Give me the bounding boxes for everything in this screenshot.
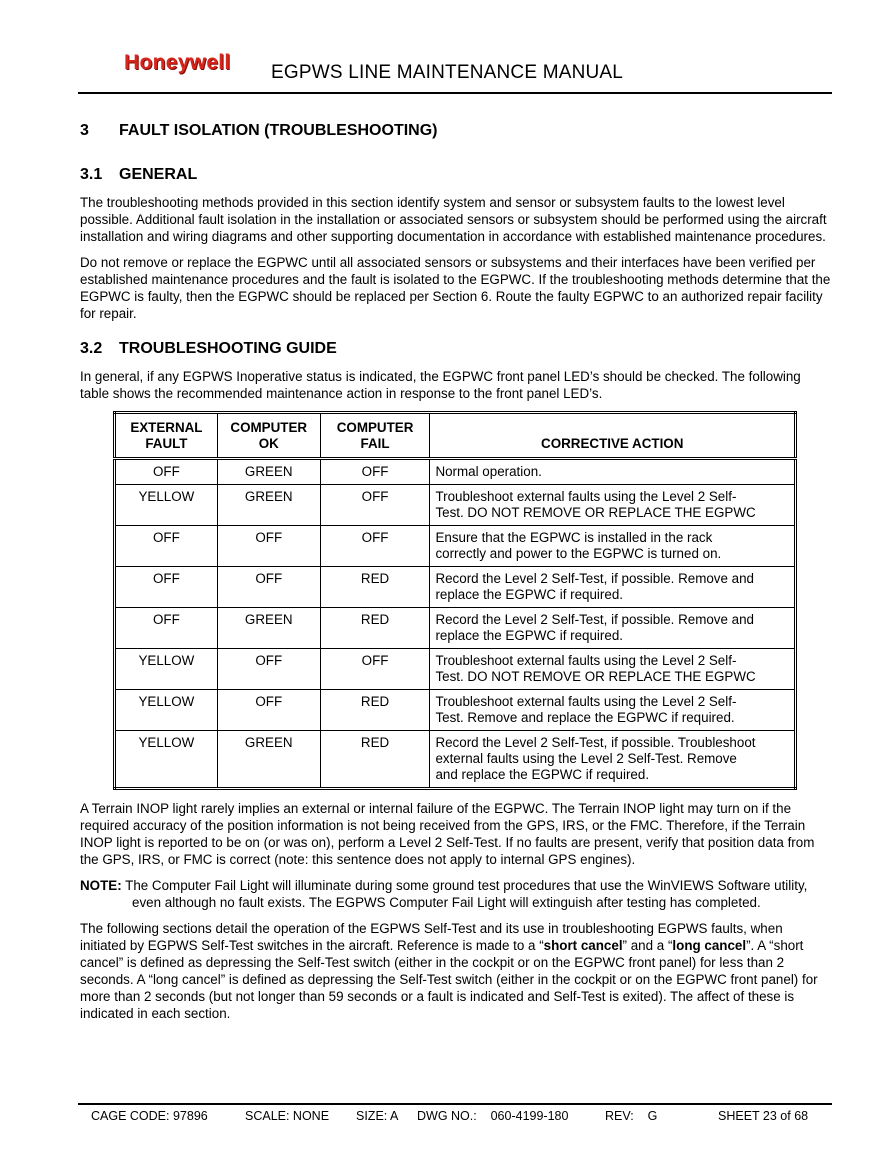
section-number: 3 bbox=[80, 122, 89, 139]
action-line: Troubleshoot external faults using the Level 2 Self- bbox=[435, 694, 737, 709]
action-line: Troubleshoot external faults using the Level 2 Self- bbox=[435, 489, 737, 504]
table-row bbox=[115, 731, 796, 789]
cell-corrective-action bbox=[430, 459, 796, 485]
action-line: Test. DO NOT REMOVE OR REPLACE THE EGPWC bbox=[435, 505, 756, 520]
cell-computer-fail: RED bbox=[320, 731, 430, 789]
note-text: The Computer Fail Light will illuminate during some ground test procedures that use the WinVIEWS Software utility, even although no fault exists. The EGPWS Computer Fail Light will extinguish after testing has completed. bbox=[121, 878, 808, 910]
action-line: Record the Level 2 Self-Test, if possible. Remove and bbox=[435, 571, 755, 586]
action-line: Normal operation. bbox=[435, 464, 542, 479]
footer-scale: SCALE: NONE bbox=[245, 1109, 330, 1123]
footer-cage-code: CAGE CODE: 97896 bbox=[91, 1109, 208, 1123]
table-header-row bbox=[115, 413, 796, 459]
guide-title: TROUBLESHOOTING GUIDE bbox=[119, 340, 337, 357]
cell-computer-ok: OFF bbox=[217, 567, 320, 608]
page-header bbox=[78, 50, 832, 94]
action-line: Troubleshoot external faults using the Level 2 Self- bbox=[435, 653, 737, 668]
cell-corrective-action bbox=[430, 608, 796, 649]
section-heading bbox=[80, 122, 832, 140]
cell-corrective-action bbox=[430, 485, 796, 526]
cell-computer-fail: OFF bbox=[320, 526, 430, 567]
cell-external-fault: OFF bbox=[115, 459, 218, 485]
note-label: NOTE: bbox=[80, 878, 122, 893]
terrain-inop-paragraph: A Terrain INOP light rarely implies an external or internal failure of the EGPWC. The Terrain INOP light may turn on if the required accuracy of the position information is not being received from the GPS, IRS, or the FMC. Therefore, if the Terrain INOP light is reported to be on (or was on), perform a Level 2 Self-Test. If no faults are present, verify that position data from the GPS, IRS, or FMC is correct (note: this sentence does not apply to internal GPS engines). bbox=[80, 801, 815, 867]
cell-computer-fail: OFF bbox=[320, 459, 430, 485]
footer-size: SIZE: A bbox=[356, 1109, 399, 1123]
table-row bbox=[115, 526, 796, 567]
table-row bbox=[115, 649, 796, 690]
footer-dwg-no: DWG NO.: 060-4199-180 bbox=[417, 1109, 569, 1123]
action-line: replace the EGPWC if required. bbox=[435, 587, 623, 602]
manual-title: EGPWS LINE MAINTENANCE MANUAL bbox=[271, 62, 624, 83]
cell-computer-ok: GREEN bbox=[217, 485, 320, 526]
page-footer bbox=[78, 1103, 832, 1123]
general-paragraph-2: Do not remove or replace the EGPWC until all associated sensors or subsystems and their interfaces have been verified per established maintenance procedures and the fault is isolated to the EGPWC. If the troubleshooting methods determine that the EGPWC is faulty, then the EGPWC should be replaced per Section 6. Route the faulty EGPWC to an authorized repair facility for repair. bbox=[80, 255, 831, 321]
footer-sheet: SHEET 23 of 68 bbox=[718, 1109, 809, 1123]
footer-rev: REV: G bbox=[605, 1109, 658, 1123]
self-test-paragraph: The following sections detail the operation of the EGPWS Self-Test and its use in troubleshooting EGPWS faults, when initiated by EGPWS Self-Test switches in the aircraft. Reference is made to a “short cancel” and a “long cancel”. A “short cancel” is defined as depressing the Self-Test switch (either in the cockpit or on the EGPWC front panel) for less than 2 seconds. A “long cancel” is defined as depressing the Self-Test switch (either in the cockpit or on the EGPWC front panel) for more than 2 seconds (but not longer than 59 seconds or a fault is indicated and Self-Test is exited). The affect of these is indicated in each section. bbox=[80, 921, 818, 1021]
section-title: FAULT ISOLATION (TROUBLESHOOTING) bbox=[119, 122, 438, 139]
action-line: Record the Level 2 Self-Test, if possible. Troubleshoot bbox=[435, 735, 756, 750]
action-line: Record the Level 2 Self-Test, if possible. Remove and bbox=[435, 612, 755, 627]
guide-heading bbox=[80, 340, 832, 358]
cell-computer-fail: RED bbox=[320, 567, 430, 608]
cell-external-fault: YELLOW bbox=[115, 690, 218, 731]
cell-corrective-action bbox=[430, 567, 796, 608]
action-line: correctly and power to the EGPWC is turned on. bbox=[435, 546, 722, 561]
cell-external-fault: OFF bbox=[115, 608, 218, 649]
cell-external-fault: YELLOW bbox=[115, 649, 218, 690]
cell-computer-ok: OFF bbox=[217, 526, 320, 567]
cell-computer-ok: GREEN bbox=[217, 459, 320, 485]
action-line: and replace the EGPWC if required. bbox=[435, 767, 650, 782]
table-row bbox=[115, 608, 796, 649]
page-body bbox=[80, 122, 832, 1031]
header-corrective-action: CORRECTIVE ACTION bbox=[430, 413, 796, 459]
cell-computer-fail: RED bbox=[320, 608, 430, 649]
troubleshooting-table bbox=[113, 411, 797, 790]
header-computer-ok: COMPUTER OK bbox=[217, 413, 320, 459]
cell-computer-fail: OFF bbox=[320, 485, 430, 526]
guide-intro: In general, if any EGPWS Inoperative status is indicated, the EGPWC front panel LED’s should be checked. The following table shows the recommended maintenance action in response to the front panel LED’s. bbox=[80, 369, 801, 401]
general-title: GENERAL bbox=[119, 166, 198, 183]
cell-computer-ok: GREEN bbox=[217, 731, 320, 789]
cell-external-fault: OFF bbox=[115, 567, 218, 608]
cell-computer-ok: OFF bbox=[217, 649, 320, 690]
action-line: external faults using the Level 2 Self-Test. Remove bbox=[435, 751, 737, 766]
guide-number: 3.2 bbox=[80, 340, 103, 357]
cell-computer-ok: OFF bbox=[217, 690, 320, 731]
table-row bbox=[115, 567, 796, 608]
action-line: Test. DO NOT REMOVE OR REPLACE THE EGPWC bbox=[435, 669, 756, 684]
note-paragraph bbox=[80, 877, 832, 911]
cell-external-fault: OFF bbox=[115, 526, 218, 567]
action-line: replace the EGPWC if required. bbox=[435, 628, 623, 643]
header-computer-fail: COMPUTER FAIL bbox=[320, 413, 430, 459]
honeywell-logo: Honeywell bbox=[124, 51, 231, 74]
general-heading bbox=[80, 166, 832, 184]
table-row bbox=[115, 690, 796, 731]
cell-computer-fail: OFF bbox=[320, 649, 430, 690]
cell-external-fault: YELLOW bbox=[115, 485, 218, 526]
cell-corrective-action bbox=[430, 526, 796, 567]
cell-computer-ok: GREEN bbox=[217, 608, 320, 649]
table-row bbox=[115, 485, 796, 526]
action-line: Ensure that the EGPWC is installed in the rack bbox=[435, 530, 713, 545]
general-number: 3.1 bbox=[80, 166, 103, 183]
cell-corrective-action bbox=[430, 731, 796, 789]
action-line: Test. Remove and replace the EGPWC if required. bbox=[435, 710, 735, 725]
general-paragraph-1: The troubleshooting methods provided in this section identify system and sensor or subsystem faults to the lowest level possible. Additional fault isolation in the installation or associated sensors or subsystem should be performed using the aircraft installation and wiring diagrams and other supporting documentation in accordance with established maintenance procedures. bbox=[80, 195, 827, 244]
cell-external-fault: YELLOW bbox=[115, 731, 218, 789]
short-cancel-term: short cancel bbox=[543, 938, 623, 953]
cell-computer-fail: RED bbox=[320, 690, 430, 731]
table-row bbox=[115, 459, 796, 485]
header-external-fault: EXTERNAL FAULT bbox=[115, 413, 218, 459]
long-cancel-term: long cancel bbox=[672, 938, 747, 953]
cell-corrective-action bbox=[430, 649, 796, 690]
table-body bbox=[115, 459, 796, 789]
cell-corrective-action bbox=[430, 690, 796, 731]
